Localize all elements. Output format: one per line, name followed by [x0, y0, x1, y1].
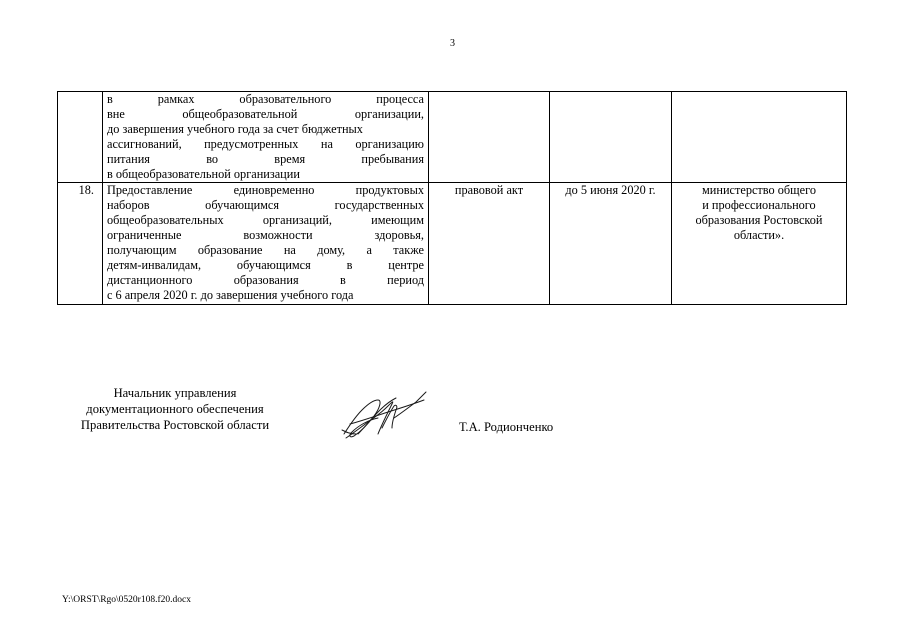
- row-number-cell: [58, 92, 103, 183]
- row-number-cell: 18.: [58, 183, 103, 304]
- handwritten-signature: [338, 388, 430, 444]
- signatory-title: [60, 385, 290, 433]
- description-line: до завершения учебного года за счет бюджетных: [107, 121, 363, 136]
- file-path: Y:\ORST\Rgo\0520r108.f20.docx: [62, 595, 191, 605]
- description-line: питания во время пребывания: [107, 151, 424, 166]
- page-number: 3: [450, 38, 455, 49]
- description-line: вне общеобразовательной организации,: [107, 106, 424, 121]
- responsible-cell: [672, 183, 847, 304]
- responsible-line: образования Ростовской: [695, 213, 823, 228]
- signatory-title-line: документационного обеспечения: [86, 402, 264, 416]
- form-cell: правовой акт: [429, 183, 550, 304]
- signatory-title-line: Начальник управления: [113, 386, 237, 400]
- term-cell: [550, 92, 672, 183]
- description-line: наборов обучающимся государственных: [107, 198, 424, 213]
- responsible-line: области».: [733, 228, 785, 243]
- description-cell: [103, 183, 429, 304]
- description-line: с 6 апреля 2020 г. до завершения учебного года: [107, 287, 354, 302]
- description-line: ассигнований, предусмотренных на организацию: [107, 136, 424, 151]
- term-cell: до 5 июня 2020 г.: [550, 183, 672, 304]
- description-line: общеобразовательных организаций, имеющим: [107, 213, 424, 228]
- signatory-title-line: Правительства Ростовской области: [80, 418, 270, 432]
- responsible-line: и профессионального: [702, 198, 816, 213]
- description-line: в рамках образовательного процесса: [107, 92, 424, 106]
- responsible-line: министерство общего: [702, 183, 816, 198]
- description-line: Предоставление единовременно продуктовых: [107, 183, 424, 198]
- measures-table: [57, 91, 847, 305]
- signer-name: Т.А. Родионченко: [459, 420, 554, 434]
- description-line: в общеобразовательной организации: [107, 166, 300, 181]
- description-line: получающим образование на дому, а также: [107, 243, 424, 258]
- description-line: детям-инвалидам, обучающимся в центре: [107, 257, 424, 272]
- form-cell: [429, 92, 550, 183]
- responsible-cell: [672, 92, 847, 183]
- description-cell: [103, 92, 429, 183]
- table-row: [58, 183, 847, 304]
- description-line: ограниченные возможности здоровья,: [107, 228, 424, 243]
- table-row: [58, 92, 847, 183]
- description-line: дистанционного образования в период: [107, 272, 424, 287]
